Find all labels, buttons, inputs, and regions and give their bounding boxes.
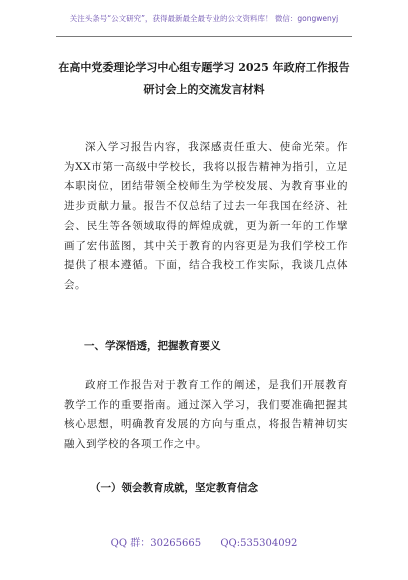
intro-paragraph: 深入学习报告内容，我深感责任重大、使命光荣。作为XX市第一高级中学校长，我将以报告精神为指引，立足本职岗位，团结带领全校师生为学校发展、为教育事业的进步贡献力量。报告不仅总结了过去一年我国在经济、社会、民生等各领域取得的辉煌成就，更为新一年的工作擘画了宏伟蓝图，其中关于教育的内容更是为我们学校工作提供了根本遵循。下面，结合我校工作实际，我谈几点体会。 [64,141,348,291]
footer [0,534,408,549]
title-line-2: 研讨会上的交流发言材料 [143,83,265,96]
section1-paragraph: 政府工作报告对于教育工作的阐述，是我们开展教育教学工作的重要指南。通过深入学习，我们要准确把握其核心思想，明确教育发展的方向与重点，将报告精神切实融入到学校的各项工作之中。 [64,379,348,451]
document-title [40,57,368,101]
footer-qq-group: QQ 群：30265665 [110,538,202,549]
title-line-1: 在高中党委理论学习中心组专题学习 2025 年政府工作报告 [58,61,350,74]
footer-qq: QQ:535304092 [220,538,298,549]
header-banner: 关注头条号“公文研究”，获得最新最全最专业的公文资料库！ 微信：gongwenyj [69,14,339,23]
section-heading-1: 一、学深悟透，把握教育要义 [84,340,221,352]
subsection-heading-1: （一）领会教育成就，坚定教育信念 [90,482,258,494]
header-divider [56,36,352,37]
